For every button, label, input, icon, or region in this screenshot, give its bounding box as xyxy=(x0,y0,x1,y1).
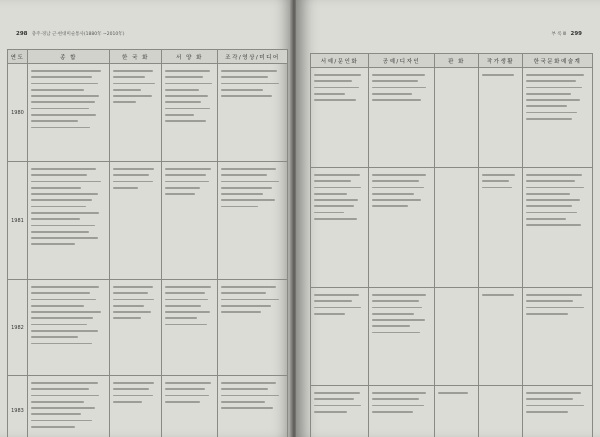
artist-life-cell xyxy=(479,168,523,288)
sculpture-media-cell xyxy=(218,280,288,376)
western-painting-cell xyxy=(162,376,218,437)
western-painting-cell xyxy=(162,64,218,162)
table-row-1983 xyxy=(8,376,288,437)
illegible-text-block xyxy=(311,168,368,226)
illegible-text-block xyxy=(110,64,161,110)
illegible-text-block xyxy=(523,68,592,126)
right-table-row-4 xyxy=(311,386,593,437)
craft-design-cell xyxy=(369,168,435,288)
illegible-text-block xyxy=(28,280,109,351)
left-timeline-table xyxy=(7,49,288,437)
right-table-row-1 xyxy=(311,68,593,168)
header-printmaking: 판 화 xyxy=(435,54,479,68)
western-painting-cell xyxy=(162,280,218,376)
illegible-text-block xyxy=(435,386,478,400)
calligraphy-cell xyxy=(311,68,369,168)
korean-painting-cell xyxy=(110,376,162,437)
illegible-text-block xyxy=(523,288,592,321)
illegible-text-block xyxy=(162,162,217,201)
illegible-text-block xyxy=(218,64,287,103)
calligraphy-cell xyxy=(311,288,369,386)
illegible-text-block xyxy=(369,288,434,340)
illegible-text-block xyxy=(435,68,478,76)
illegible-text-block xyxy=(369,168,434,214)
left-running-title: 충주·경남 근·현대미술통사(1880年 ~2010年) xyxy=(31,32,125,37)
craft-design-cell xyxy=(369,386,435,437)
korean-culture-arts-cell xyxy=(523,68,593,168)
illegible-text-block xyxy=(218,280,287,319)
header-artist-life: 작가생활 xyxy=(479,54,523,68)
western-painting-cell xyxy=(162,162,218,280)
printmaking-cell xyxy=(435,68,479,168)
printmaking-cell xyxy=(435,168,479,288)
right-table-row-3 xyxy=(311,288,593,386)
illegible-text-block xyxy=(435,168,478,176)
right-timeline-table xyxy=(310,53,593,437)
header-western-painting: 서 양 화 xyxy=(162,50,218,64)
illegible-text-block xyxy=(110,376,161,409)
table-row-1981 xyxy=(8,162,288,280)
header-craft-design: 공예/디자인 xyxy=(369,54,435,68)
header-korean-painting: 한 국 화 xyxy=(110,50,162,64)
illegible-text-block xyxy=(162,280,217,332)
korean-culture-arts-cell xyxy=(523,168,593,288)
illegible-text-block xyxy=(523,168,592,233)
year-cell-1982: 1982 xyxy=(8,280,28,376)
header-korean-culture-arts: 한국문화예술계 xyxy=(523,54,593,68)
table-row-1980 xyxy=(8,64,288,162)
general-cell xyxy=(28,162,110,280)
right-running-header xyxy=(552,31,582,37)
illegible-text-block xyxy=(479,288,522,302)
craft-design-cell xyxy=(369,288,435,386)
left-table-header-row xyxy=(8,50,288,64)
calligraphy-cell xyxy=(311,168,369,288)
illegible-text-block xyxy=(28,64,109,135)
left-page-number: 298 xyxy=(16,31,28,37)
korean-painting-cell xyxy=(110,64,162,162)
general-cell xyxy=(28,376,110,437)
illegible-text-block xyxy=(110,280,161,326)
illegible-text-block xyxy=(162,376,217,409)
header-sculpture-media: 조각/영상/미디어 xyxy=(218,50,288,64)
calligraphy-cell xyxy=(311,386,369,437)
illegible-text-block xyxy=(311,288,368,321)
illegible-text-block xyxy=(218,162,287,214)
printmaking-cell xyxy=(435,288,479,386)
illegible-text-block xyxy=(28,162,109,252)
general-cell xyxy=(28,280,110,376)
right-page-number: 299 xyxy=(570,31,582,37)
year-cell-1981: 1981 xyxy=(8,162,28,280)
left-running-header xyxy=(16,31,125,37)
right-page xyxy=(296,0,600,437)
korean-painting-cell xyxy=(110,280,162,376)
korean-culture-arts-cell xyxy=(523,288,593,386)
illegible-text-block xyxy=(523,386,592,419)
header-general: 종 합 xyxy=(28,50,110,64)
year-cell-1980: 1980 xyxy=(8,64,28,162)
artist-life-cell xyxy=(479,68,523,168)
year-cell-1983: 1983 xyxy=(8,376,28,437)
illegible-text-block xyxy=(162,64,217,129)
illegible-text-block xyxy=(218,376,287,415)
left-page xyxy=(0,0,293,437)
table-row-1982 xyxy=(8,280,288,376)
illegible-text-block xyxy=(28,376,109,434)
illegible-text-block xyxy=(435,288,478,296)
korean-painting-cell xyxy=(110,162,162,280)
korean-culture-arts-cell xyxy=(523,386,593,437)
craft-design-cell xyxy=(369,68,435,168)
illegible-text-block xyxy=(479,386,522,394)
printmaking-cell xyxy=(435,386,479,437)
right-running-title: 부 록 Ⅲ xyxy=(551,32,567,37)
illegible-text-block xyxy=(479,168,522,195)
sculpture-media-cell xyxy=(218,64,288,162)
illegible-text-block xyxy=(369,68,434,107)
illegible-text-block xyxy=(369,386,434,419)
illegible-text-block xyxy=(110,162,161,195)
header-year: 연도 xyxy=(8,50,28,64)
general-cell xyxy=(28,64,110,162)
artist-life-cell xyxy=(479,386,523,437)
sculpture-media-cell xyxy=(218,376,288,437)
sculpture-media-cell xyxy=(218,162,288,280)
illegible-text-block xyxy=(479,68,522,82)
illegible-text-block xyxy=(311,68,368,107)
header-calligraphy: 서예/문인화 xyxy=(311,54,369,68)
artist-life-cell xyxy=(479,288,523,386)
right-table-header-row xyxy=(311,54,593,68)
right-table-row-2 xyxy=(311,168,593,288)
illegible-text-block xyxy=(311,386,368,419)
